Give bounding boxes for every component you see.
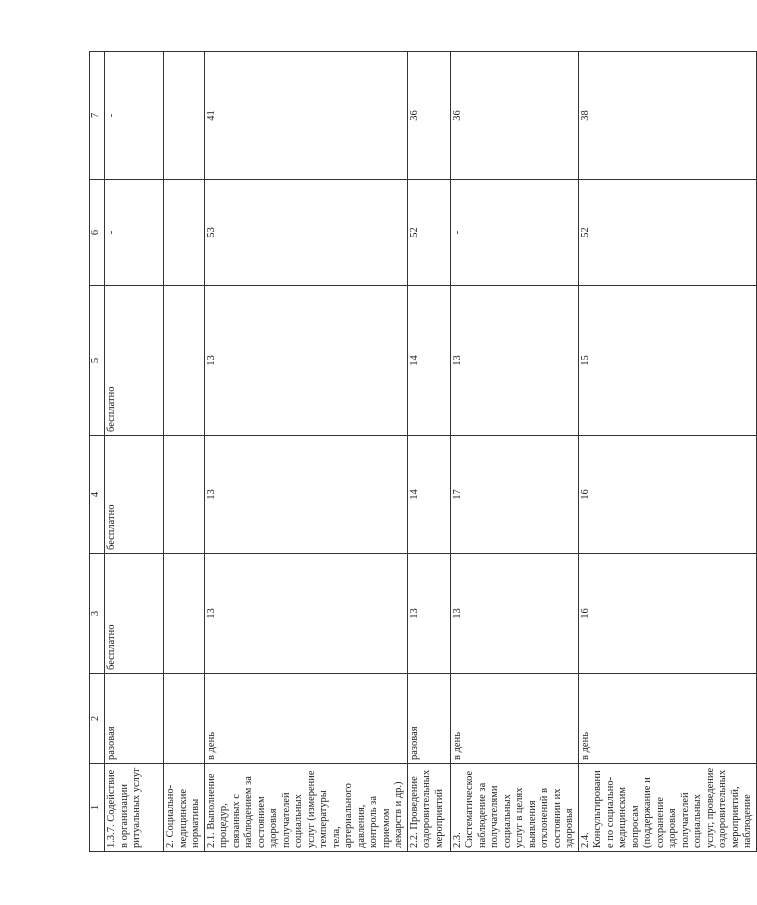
col3-cell: 13 — [204, 554, 407, 674]
unit-cell — [164, 674, 205, 764]
unit-cell: в день — [450, 674, 578, 764]
col4-cell: 17 — [450, 436, 578, 554]
unit-cell: в день — [204, 674, 407, 764]
col7-cell: 36 — [407, 52, 450, 180]
rotated-table-container — [89, 52, 753, 852]
table-row — [578, 52, 756, 852]
table-section-row — [164, 52, 205, 852]
col5-cell: 15 — [578, 286, 756, 436]
header-cell-3: 3 — [90, 554, 105, 674]
col5-cell: 13 — [450, 286, 578, 436]
col7-cell: - — [105, 52, 164, 180]
col4-cell: 14 — [407, 436, 450, 554]
service-name-cell: 1.3.7. Содействие в организации ритуальных услуг — [105, 764, 164, 852]
col7-cell — [164, 52, 205, 180]
col6-cell: - — [105, 180, 164, 286]
header-cell-7: 7 — [90, 52, 105, 180]
unit-cell: разовая — [105, 674, 164, 764]
col3-cell — [164, 554, 205, 674]
header-cell-4: 4 — [90, 436, 105, 554]
unit-cell: разовая — [407, 674, 450, 764]
col4-cell: 13 — [204, 436, 407, 554]
col3-cell: 13 — [407, 554, 450, 674]
table-row — [105, 52, 164, 852]
col4-cell — [164, 436, 205, 554]
col6-cell: 52 — [578, 180, 756, 286]
col3-cell: бесплатно — [105, 554, 164, 674]
service-name-cell: 2.3. Систематическое наблюдение за получателями социальных услуг в целях выявления отклонений в состоянии их здоровья — [450, 764, 578, 852]
table-row — [407, 52, 450, 852]
col5-cell: бесплатно — [105, 286, 164, 436]
col3-cell: 13 — [450, 554, 578, 674]
section-title-cell: 2. Социально-медицинские нормативы — [164, 764, 205, 852]
table-row — [204, 52, 407, 852]
header-cell-6: 6 — [90, 180, 105, 286]
table-row — [450, 52, 578, 852]
unit-cell: в день — [578, 674, 756, 764]
service-name-cell: 2.1. Выполнение процедур, связанных с наблюдением за состоянием здоровья получателей социальных услуг (измерение температуры тела, артериального давления, контроль за приемом лекарств и др.) — [204, 764, 407, 852]
col6-cell: - — [450, 180, 578, 286]
header-cell-2: 2 — [90, 674, 105, 764]
col7-cell: 36 — [450, 52, 578, 180]
services-table — [89, 51, 757, 852]
col4-cell: бесплатно — [105, 436, 164, 554]
col7-cell: 38 — [578, 52, 756, 180]
header-cell-1: 1 — [90, 764, 105, 852]
col4-cell: 16 — [578, 436, 756, 554]
col7-cell: 41 — [204, 52, 407, 180]
col5-cell — [164, 286, 205, 436]
col5-cell: 13 — [204, 286, 407, 436]
col3-cell: 16 — [578, 554, 756, 674]
header-cell-5: 5 — [90, 286, 105, 436]
col6-cell: 52 — [407, 180, 450, 286]
table-header-row — [90, 52, 105, 852]
col6-cell — [164, 180, 205, 286]
col5-cell: 14 — [407, 286, 450, 436]
col6-cell: 53 — [204, 180, 407, 286]
service-name-cell: 2.2. Проведение оздоровительных мероприятий — [407, 764, 450, 852]
service-name-cell: 2.4. Консультирование по социально-медицинским вопросам (поддержание и сохранение здоровья получателей социальных услуг, проведение оздоровительных мероприятий, наблюдение — [578, 764, 756, 852]
